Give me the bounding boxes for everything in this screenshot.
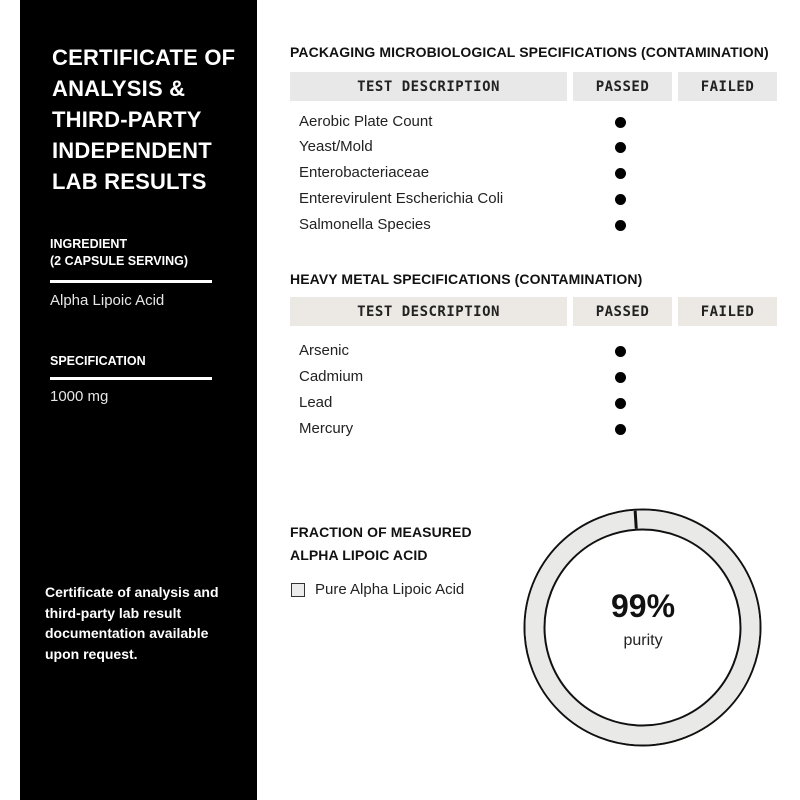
passed-dot [615,194,626,205]
specification-value: 1000 mg [50,388,109,405]
passed-dot [615,142,626,153]
ingredient-value: Alpha Lipoic Acid [50,292,165,309]
table-row-label: Enterobacteriaceae [299,164,430,181]
passed-dot [615,372,626,383]
metals-header-failed: FAILED [678,297,777,326]
table-row-label: Enterevirulent Escherichia Coli [299,190,504,207]
passed-dot [615,117,626,128]
table-row-label: Arsenic [299,342,350,359]
specification-divider [50,377,212,380]
availability-note: Certificate of analysis and third-party lab result documentation available upon request. [45,584,219,662]
microbio-header-passed: PASSED [573,72,672,101]
fraction-title: FRACTION OF MEASURED ALPHA LIPOIC ACID [290,524,472,563]
ingredient-divider [50,280,212,283]
purity-caption: purity [623,632,663,649]
table-row-label: Cadmium [299,368,364,385]
microbio-header-test: TEST DESCRIPTION [290,72,567,101]
legend-swatch [291,583,305,597]
passed-dot [615,424,626,435]
microbio-header-failed: FAILED [678,72,777,101]
table-row-label: Salmonella Species [299,216,431,233]
sidebar [20,0,257,800]
table-row-label: Yeast/Mold [299,138,373,155]
passed-dot [615,168,626,179]
microbio-title: PACKAGING MICROBIOLOGICAL SPECIFICATIONS (CONTAMINATION) [290,44,769,60]
page-title: CERTIFICATE OF ANALYSIS & THIRD-PARTY INDEPENDENT LAB RESULTS [52,45,236,194]
table-row-label: Mercury [299,420,354,437]
purity-donut [520,505,765,750]
passed-dot [615,346,626,357]
specification-label: SPECIFICATION [50,354,146,368]
passed-dot [615,398,626,409]
table-row-label: Lead [299,394,333,411]
purity-value: 99% [610,588,676,624]
passed-dot [615,220,626,231]
metals-header-passed: PASSED [573,297,672,326]
donut-segment-marker [635,511,636,529]
donut-inner-ring [545,530,741,726]
table-row-label: Aerobic Plate Count [299,113,433,130]
metals-title: HEAVY METAL SPECIFICATIONS (CONTAMINATION) [290,271,643,287]
ingredient-label: INGREDIENT (2 CAPSULE SERVING) [50,237,188,268]
metals-header-test: TEST DESCRIPTION [290,297,567,326]
legend-label: Pure Alpha Lipoic Acid [315,581,465,598]
